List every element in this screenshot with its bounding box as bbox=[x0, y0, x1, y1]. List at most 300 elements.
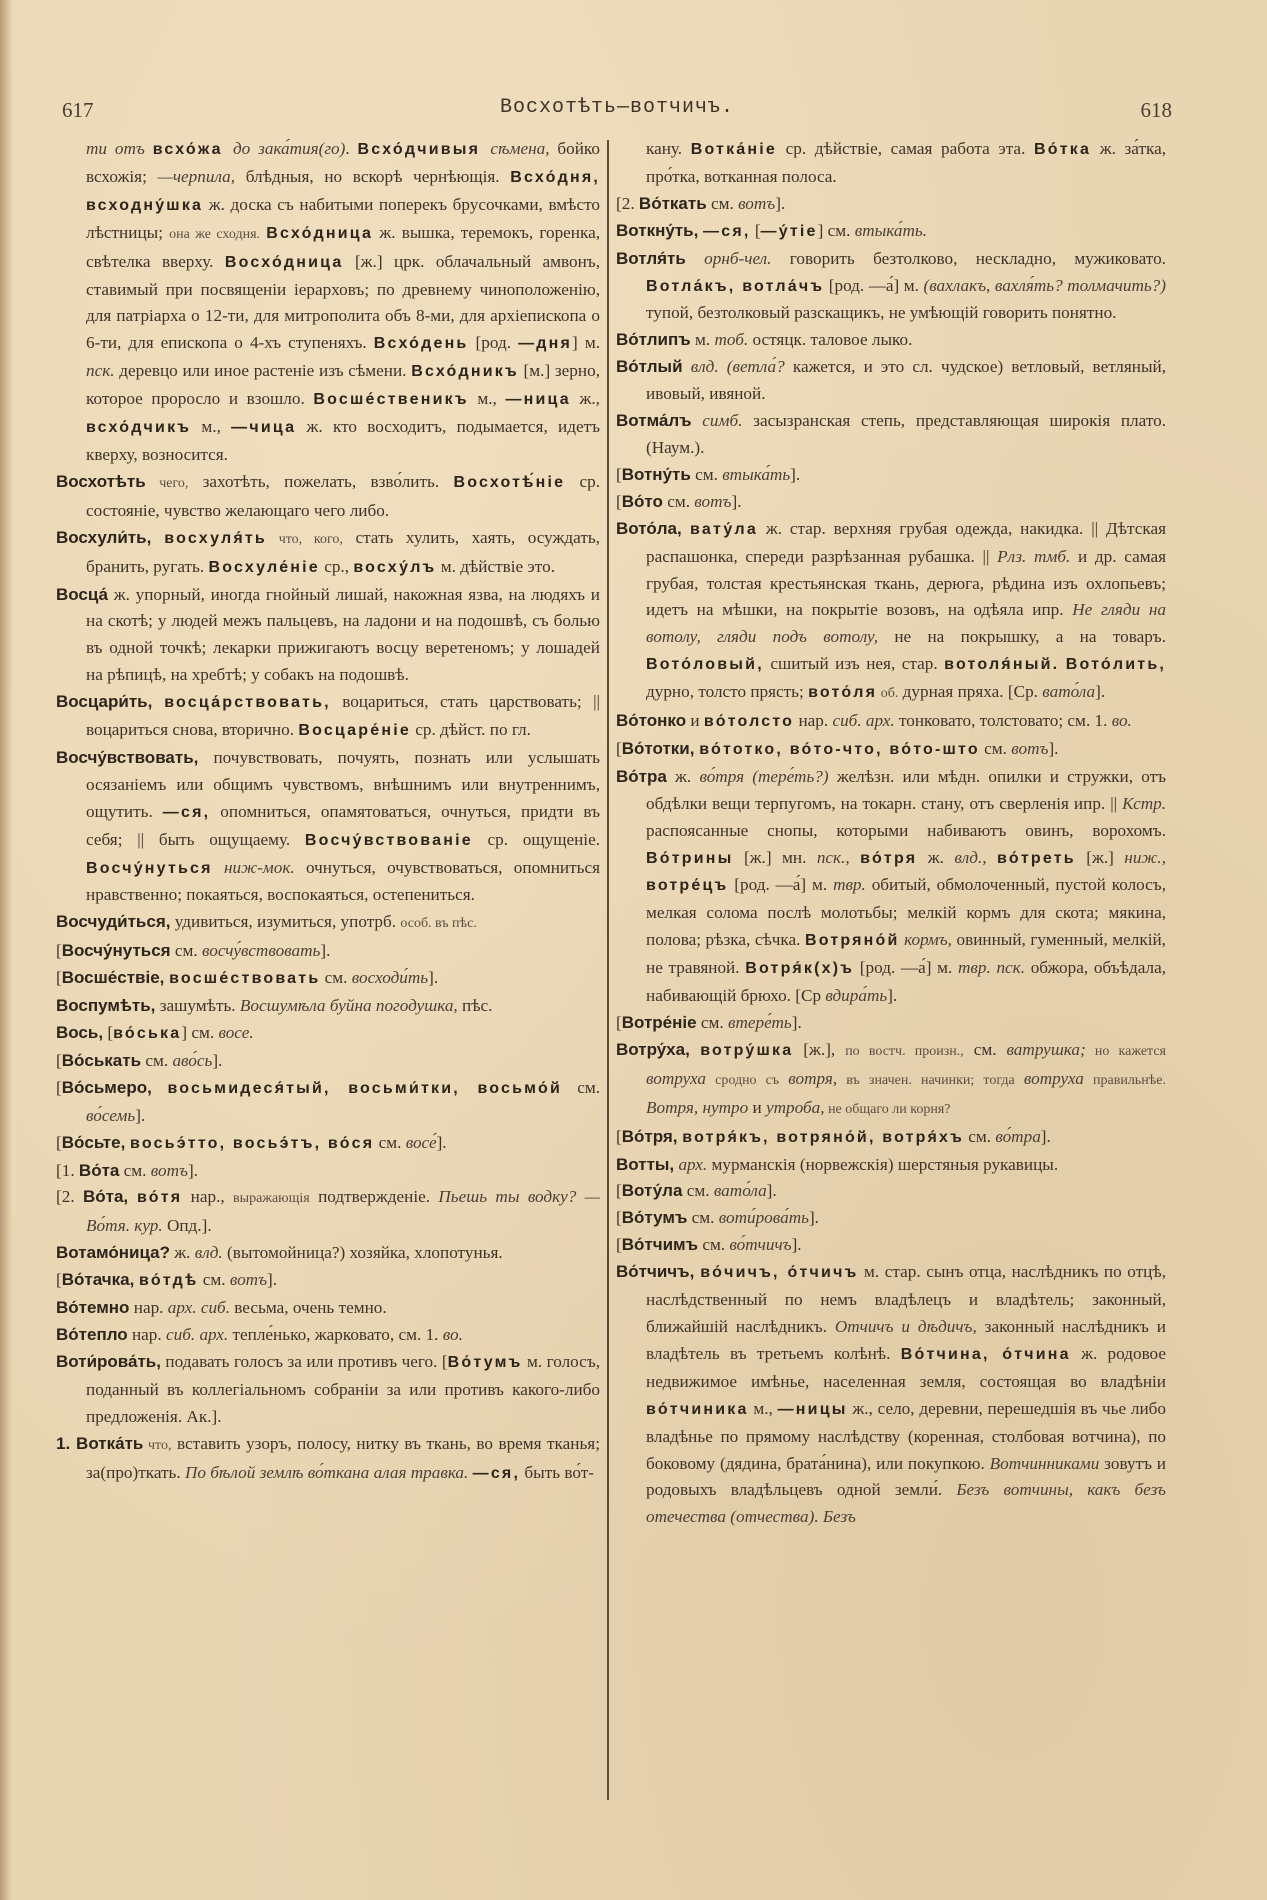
definition-text: ж. родовое недвижимое имѣнье, населенная земля, состоящая во владѣніи bbox=[646, 1343, 1166, 1391]
abbreviation: об. bbox=[877, 686, 899, 702]
headword: Восчу́нуться bbox=[61, 941, 171, 961]
definition-text: [1. bbox=[56, 1160, 79, 1180]
entry-continuation bbox=[616, 136, 1166, 191]
italic-text: влд., bbox=[954, 847, 987, 867]
sub-headword: вото́ля bbox=[808, 684, 878, 702]
definition-text: [ bbox=[750, 220, 761, 240]
abbreviation: но кажется bbox=[1085, 1043, 1166, 1059]
definition-text: обжора, объѣдала, набивающій брюхо. [Ср bbox=[646, 958, 1167, 1006]
definition-text: ]. bbox=[790, 464, 801, 484]
running-head: Восхотѣть—вотчичъ. bbox=[499, 96, 735, 119]
abbreviation: что, кого, bbox=[266, 531, 343, 547]
definition-text: бойко всхожія; bbox=[86, 139, 600, 186]
definition-text: не на покрышку, а на товаръ. bbox=[878, 627, 1166, 647]
abbreviation: что, bbox=[143, 1437, 172, 1453]
definition-text: см. bbox=[320, 968, 352, 988]
definition-text: тупой, безтолковый разскащикъ, не умѣющій говорить понятно. bbox=[646, 303, 1117, 323]
definition-text: ]. bbox=[791, 1013, 802, 1032]
headword: Во́сьте, bbox=[61, 1132, 131, 1152]
italic-text: влд. bbox=[194, 1243, 223, 1263]
italic-text: арх. bbox=[674, 1154, 708, 1174]
dictionary-entry bbox=[56, 909, 600, 938]
definition-text: ]. bbox=[212, 1050, 223, 1070]
definition-text: см. bbox=[682, 1181, 714, 1201]
italic-text: вотъ bbox=[694, 491, 732, 511]
definition-text: ср. ощущеніе. bbox=[472, 829, 600, 849]
definition-text: [ bbox=[616, 464, 622, 484]
sub-headword: Всхо́дня, всходну́шка bbox=[86, 168, 600, 214]
dictionary-entry bbox=[616, 408, 1166, 462]
definition-text: ]. bbox=[1048, 738, 1059, 758]
sub-headword: всхо́дчикъ bbox=[86, 419, 192, 437]
italic-text: во́тря (тере́ть?) bbox=[699, 766, 829, 786]
abbreviation: она же сходня. bbox=[169, 226, 261, 242]
sub-headword: —дня bbox=[518, 335, 573, 353]
dictionary-entry bbox=[56, 689, 600, 745]
sub-headword: восху́лъ bbox=[353, 558, 437, 576]
dictionary-entry bbox=[56, 965, 600, 993]
definition-text: м., bbox=[191, 417, 232, 437]
italic-text: Кстр. bbox=[1122, 793, 1166, 813]
definition-text: вставить узоръ, полосу, нитку въ ткань, во время тканья; за(про)ткать. bbox=[86, 1433, 600, 1482]
definition-text: говорить безтолково, нескладно, мужиковато. bbox=[771, 248, 1166, 268]
definition-text: ж. bbox=[917, 847, 955, 867]
definition-text: мурманскія (норвежскія) шерстяныя рукавицы. bbox=[707, 1154, 1059, 1174]
dictionary-entry bbox=[616, 246, 1166, 328]
definition-text: [ bbox=[616, 1013, 622, 1032]
definition-text: быть во́т- bbox=[520, 1462, 594, 1482]
italic-text: во́тра bbox=[995, 1126, 1041, 1146]
sub-headword: Всхо́дница bbox=[266, 224, 374, 242]
definition-text: очнуться, очувствоваться, опомниться нравственно; покаяться, воспокаяться, остепениться. bbox=[86, 857, 600, 905]
definition-text: кану. bbox=[646, 139, 691, 158]
headword: Во́тумъ bbox=[621, 1208, 688, 1228]
dictionary-entry bbox=[616, 708, 1166, 736]
sub-headword: вату́ла bbox=[690, 520, 758, 538]
sub-headword: Восхуле́ніе bbox=[208, 558, 320, 576]
definition-text: [м.] зерно, которое проросло и взошло. bbox=[86, 361, 600, 409]
italic-text: влд. (ветла́? bbox=[682, 357, 785, 377]
dictionary-entry bbox=[616, 1178, 1166, 1205]
dictionary-entry bbox=[56, 993, 600, 1020]
italic-text: Вотчинниками bbox=[989, 1453, 1100, 1473]
sub-headword: вотря́къ, вотряно́й, вотря́хъ bbox=[682, 1128, 964, 1146]
sub-headword: вотре́цъ bbox=[646, 877, 729, 895]
sub-headword: восше́ствовать bbox=[169, 970, 321, 988]
definition-text: зашумѣть. bbox=[155, 996, 240, 1016]
headword: Восчу́вствовать, bbox=[56, 747, 199, 767]
sub-headword: восца́рствовать, bbox=[164, 694, 331, 712]
definition-text bbox=[987, 848, 997, 867]
definition-text: дурная пряха. [Ср. bbox=[898, 682, 1043, 702]
definition-text: [ bbox=[56, 941, 62, 961]
definition-text: [ bbox=[56, 1132, 62, 1152]
italic-text: Восшумѣла буйна погодушка, bbox=[239, 996, 458, 1016]
sub-headword: Во́тумъ bbox=[447, 1353, 523, 1371]
definition-text: распоясанные снопы, которыми набиваютъ овинъ, ворохомъ. bbox=[646, 820, 1166, 840]
dictionary-entry bbox=[616, 516, 1166, 708]
italic-text: втыка́ть. bbox=[854, 220, 927, 240]
italic-text: ниж., bbox=[1124, 847, 1166, 867]
definition-text: ср. дѣйствіе, самая работа эта. bbox=[777, 139, 1034, 158]
definition-text: (вытомойница?) хозяйка, хлопотунья. bbox=[222, 1243, 503, 1263]
definition-text: см. bbox=[979, 738, 1012, 758]
headword: Восца́ bbox=[56, 584, 109, 604]
italic-text: тоб. bbox=[714, 330, 749, 350]
definition-text: ж. вышка, теремокъ, горенка, свѣтелка вверху. bbox=[86, 222, 601, 271]
definition-text: [ bbox=[103, 1023, 114, 1042]
headword: Вотля́ть bbox=[616, 248, 686, 268]
abbreviation: по востч. произн., bbox=[845, 1043, 964, 1059]
sub-headword: во́тдѣ bbox=[139, 1272, 199, 1290]
sub-headword: восьмидеся́тый, восьми́тки, восьмо́й bbox=[167, 1079, 563, 1097]
headword: Во́тлипъ bbox=[616, 330, 691, 350]
sub-headword: Вото́лить, bbox=[1065, 656, 1166, 674]
definition-text: остяцк. таловое лыко. bbox=[748, 330, 913, 350]
headword: Воти́рова́ть, bbox=[56, 1351, 161, 1371]
sub-headword: Восчу́вствованіе bbox=[304, 831, 473, 849]
page-header bbox=[62, 96, 1172, 124]
dictionary-entry bbox=[56, 1267, 600, 1295]
headword: Во́сьмеро, bbox=[61, 1077, 168, 1097]
italic-text: твр. bbox=[833, 875, 866, 895]
definition-text: [ bbox=[616, 1235, 622, 1255]
headword: Восчуди́ться, bbox=[56, 912, 171, 932]
definition-text: [ж.] мн. bbox=[733, 847, 817, 867]
dictionary-entry bbox=[56, 1158, 600, 1185]
definition-text: обитый, обмолоченный, пустой колосъ, мелкая солома послѣ молотьбы; мелкій кормъ для скота; мякина, полова; рѣзка, сѣчка. bbox=[646, 875, 1166, 950]
headword: Вотты, bbox=[616, 1154, 675, 1174]
dictionary-entry bbox=[616, 1205, 1166, 1232]
dictionary-entry bbox=[616, 764, 1166, 1010]
headword: Во́та, bbox=[82, 1187, 137, 1207]
abbreviation: особ. въ пѣс. bbox=[400, 916, 477, 932]
italic-text: воти́рова́ть bbox=[718, 1208, 809, 1228]
definition-text: опомниться, опамятоваться, очнуться, придти въ себя; || быть ощущаему. bbox=[86, 801, 600, 849]
sub-headword: во́чичъ, о́тчичъ bbox=[700, 1264, 859, 1282]
italic-text: вато́ла bbox=[1042, 682, 1096, 702]
headword: Во́тотки, bbox=[621, 738, 700, 758]
definition-text: ]. bbox=[887, 986, 898, 1006]
sub-headword: —у́тіе bbox=[760, 222, 818, 240]
definition-text: нар. bbox=[127, 1324, 166, 1344]
headword: Вотру́ха, bbox=[616, 1039, 701, 1059]
definition-text: деревцо или иное растеніе изъ сѣмени. bbox=[114, 361, 412, 381]
definition-text: [ bbox=[616, 738, 622, 758]
italic-text: во́семь bbox=[86, 1105, 136, 1125]
headword: Вотамо́ница? bbox=[56, 1243, 170, 1263]
sub-headword: —ницы bbox=[777, 1400, 848, 1418]
definition-text: м. голосъ, поданный въ коллегіальномъ собраніи за или противъ какого-либо предложенія. Ак.]. bbox=[86, 1351, 600, 1426]
sub-headword: Вотря́к(х)ъ bbox=[745, 960, 855, 978]
abbreviation: выражающія bbox=[233, 1191, 310, 1207]
headword: 1. Вотка́ть bbox=[56, 1433, 144, 1453]
headword: Вось, bbox=[56, 1023, 104, 1042]
headword: Во́тря, bbox=[621, 1126, 683, 1146]
dictionary-entry bbox=[616, 327, 1166, 354]
sub-headword: во́тотко, во́то-что, во́то-што bbox=[699, 740, 980, 758]
dictionary-entry bbox=[616, 1259, 1166, 1531]
dictionary-entry bbox=[56, 1431, 600, 1488]
italic-text: восчу́вствовать bbox=[202, 941, 321, 961]
abbreviation: не общаго ли корня? bbox=[824, 1101, 951, 1117]
headword: Во́ськать bbox=[61, 1050, 142, 1070]
italic-text: утроба, bbox=[766, 1097, 825, 1117]
definition-text: ж. bbox=[666, 766, 700, 786]
dictionary-entry bbox=[56, 469, 600, 525]
italic-text: симб. bbox=[691, 411, 743, 431]
definition-text: м., bbox=[468, 389, 506, 409]
italic-text: втере́ть bbox=[728, 1013, 792, 1032]
definition-text: кажется, и это сл. чудское) ветловый, ветляный, ивовый, ивяной. bbox=[646, 357, 1167, 404]
italic-text: вдира́ть bbox=[825, 986, 888, 1006]
definition-text: см. bbox=[374, 1132, 406, 1152]
dictionary-entry bbox=[56, 1184, 600, 1240]
dictionary-entry bbox=[616, 1232, 1166, 1259]
definition-text: дурно, толсто прясть; bbox=[646, 682, 809, 702]
definition-text: нар. bbox=[794, 711, 833, 731]
sub-headword: во́толсто bbox=[703, 713, 795, 731]
italic-text: аво́сь bbox=[172, 1050, 213, 1070]
italic-text: (вахлакъ, вахля́ть? толмачить?) bbox=[923, 275, 1166, 295]
definition-text: см. bbox=[119, 1160, 151, 1180]
dictionary-entry bbox=[616, 218, 1166, 246]
italic-text: во. bbox=[1111, 711, 1132, 731]
sub-headword: вотру́шка bbox=[700, 1041, 794, 1059]
definition-text: ]. bbox=[791, 1235, 802, 1255]
dictionary-entry bbox=[56, 1130, 600, 1158]
definition-text: [ bbox=[56, 1050, 62, 1070]
definition-text: [ bbox=[616, 1181, 622, 1201]
sub-headword: Во́тчина, о́тчина bbox=[900, 1345, 1071, 1363]
definition-text: [ bbox=[616, 491, 622, 511]
headword: Во́тонко bbox=[616, 711, 687, 731]
definition-text: см. bbox=[963, 1126, 996, 1146]
headword: Во́то bbox=[621, 491, 663, 511]
italic-text: орнб-чел. bbox=[685, 248, 772, 268]
sub-headword: Во́трины bbox=[646, 849, 734, 867]
definition-text: [2. bbox=[616, 193, 639, 213]
sub-headword: Восцаре́ніе bbox=[298, 722, 411, 740]
sub-headword: восьэ́тто, восьэ́тъ, во́ся bbox=[130, 1134, 375, 1152]
definition-text: овинный, гуменный, мелкій, не травяной. bbox=[646, 930, 1166, 978]
definition-text: ]. bbox=[1040, 1126, 1051, 1146]
definition-text: см. bbox=[963, 1039, 1007, 1059]
dictionary-entry bbox=[616, 1152, 1166, 1179]
sub-headword: вотоля́ный. bbox=[944, 656, 1060, 674]
definition-text: и bbox=[748, 1097, 767, 1117]
definition-text: [род. —а́] м. bbox=[854, 958, 958, 978]
headword: Во́тчимъ bbox=[621, 1235, 699, 1255]
definition-text: ]. bbox=[428, 968, 439, 988]
italic-text: Не гляди на вотолу, гляди подъ вотолу, bbox=[646, 600, 1166, 647]
headword: Во́темно bbox=[56, 1298, 130, 1318]
sub-headword: Вотла́къ, вотла́чъ bbox=[646, 277, 825, 295]
sub-headword: Восхо́дница bbox=[224, 253, 344, 271]
italic-text: арх. сиб. bbox=[167, 1298, 230, 1318]
sub-headword: во́тря bbox=[860, 849, 918, 867]
definition-text: ж. стар. верхняя грубая одежда, накидка. || Дѣтская распашонка, спереди разрѣзанная рубашка. || bbox=[646, 518, 1166, 566]
headword: Во́тра bbox=[616, 766, 667, 786]
definition-text: [ bbox=[616, 1208, 622, 1228]
headword: Вотну́ть bbox=[621, 464, 691, 484]
italic-text: восе. bbox=[218, 1023, 254, 1042]
definition-text: см. bbox=[198, 1270, 230, 1290]
definition-text: [род. —а́] м. bbox=[728, 875, 834, 895]
definition-text: подавать голосъ за или противъ чего. [ bbox=[160, 1351, 448, 1371]
dictionary-entry bbox=[56, 525, 600, 582]
sub-headword: —ся, bbox=[703, 222, 751, 240]
headword: Вотре́ніе bbox=[621, 1013, 697, 1032]
page-number-right: 618 bbox=[1140, 98, 1172, 122]
definition-text: ж., село, деревни, перешедшія въ чье либо владѣнье по прямому наслѣдству (коренная, столбовая вотчина), по боковому (дядина, брата́нина), или покупкою. bbox=[646, 1398, 1166, 1473]
dictionary-entry bbox=[56, 1075, 600, 1130]
italic-text: Пьешь ты водку? — Во́тя. кур. bbox=[86, 1187, 601, 1236]
definition-text: см. bbox=[687, 1208, 719, 1228]
sub-headword: всхо́жа bbox=[152, 141, 233, 158]
definition-text: ]. bbox=[731, 491, 742, 511]
definition-text: ж. доска съ набитыми поперекъ брусочками, вмѣсто лѣстницы; bbox=[86, 194, 600, 242]
definition-text: ср. состояніе, чувство желающаго чего либо. bbox=[86, 471, 601, 520]
definition-text: [ж.] црк. облачальный амвонъ, ставимый при посвященіи іерарховъ; по древнему чиноположенію, для патріарха о 12-ти, для митрополита объ 8-ми, для архіепископа о 6-ти, для епископа о 4-хъ ступеняхъ. bbox=[86, 251, 600, 353]
italic-text: Отчичъ и дѣдичъ, bbox=[834, 1316, 977, 1336]
dictionary-entry bbox=[616, 462, 1166, 489]
definition-text: ] м. bbox=[572, 333, 600, 353]
italic-text: сѣмена, bbox=[490, 139, 550, 158]
italic-text: втыка́ть bbox=[722, 464, 791, 484]
definition-text: сшитый изъ нея, стар. bbox=[763, 654, 945, 674]
italic-text: до зака́тия(го) bbox=[232, 139, 346, 158]
italic-text: Рлз. тмб. bbox=[997, 546, 1071, 566]
dictionary-entry bbox=[616, 1037, 1166, 1124]
sub-headword: Восше́ственикъ bbox=[313, 391, 469, 409]
italic-text: пск., bbox=[816, 847, 850, 867]
headword: Во́ткать bbox=[638, 193, 707, 213]
italic-text: вотъ bbox=[229, 1270, 268, 1290]
dictionary-entry bbox=[616, 1124, 1166, 1152]
sub-headword: Восхотѣ́ніе bbox=[453, 473, 566, 491]
italic-text: во́тчичъ bbox=[729, 1235, 792, 1255]
italic-text: сиб. арх. bbox=[165, 1324, 229, 1344]
definition-text: м. стар. сынъ отца, наслѣдникъ по отцѣ, наслѣдственный по немъ владѣлецъ и владѣтель; законный, ближайшій наслѣдникъ. bbox=[646, 1262, 1166, 1336]
definition-text: см. bbox=[698, 1235, 730, 1255]
definition-text: тонковато, толстовато; см. 1. bbox=[894, 711, 1112, 731]
definition-text: засызранская степь, представляющая широкія плато. (Наум.). bbox=[646, 411, 1166, 457]
definition-text: ]. bbox=[436, 1132, 447, 1152]
definition-text: весьма, очень темно. bbox=[230, 1298, 387, 1318]
definition-text: м., bbox=[748, 1398, 778, 1418]
definition-text: воцариться, стать царствовать; || воцариться снова, вторично. bbox=[86, 692, 600, 740]
definition-text: [2. bbox=[56, 1187, 83, 1207]
definition-text: блѣдныя, но вскорѣ чернѣющія. bbox=[235, 166, 511, 186]
definition-text: ]. bbox=[808, 1208, 819, 1228]
definition-text: см. bbox=[706, 193, 739, 213]
headword: Воткну́ть, bbox=[616, 220, 704, 240]
book-spine-shadow bbox=[0, 0, 12, 1900]
definition-text: ]. bbox=[775, 193, 786, 213]
definition-text: ж. за́тка, про́тка, вотканная полоса. bbox=[646, 139, 1167, 186]
definition-text: ]. bbox=[187, 1160, 198, 1180]
definition-text: ж. кто восходитъ, подымается, идетъ кверху, возносится. bbox=[86, 417, 600, 464]
definition-text: [ bbox=[616, 1126, 622, 1146]
headword: Во́та bbox=[78, 1160, 120, 1180]
definition-text: ]. bbox=[766, 1181, 777, 1201]
sub-headword: Всхо́день bbox=[373, 335, 469, 353]
definition-text: ]. bbox=[1095, 682, 1106, 702]
definition-text: см. bbox=[690, 464, 723, 484]
definition-text: нар., bbox=[182, 1187, 234, 1207]
dictionary-entry bbox=[56, 582, 600, 690]
headword: Восцари́ть, bbox=[56, 692, 165, 712]
italic-text: кормъ, bbox=[899, 930, 952, 950]
definition-text: ж. упорный, иногда гнойный лишай, накожная язва, на людяхъ и на скотѣ; у людей межъ пальцевъ, на ладони и на подошвѣ, съ болью въ одной точкѣ; лекарки прижигаютъ восцу веретеномъ; у лошадей на рѣпицѣ, на хребтѣ; у собакъ на подошвѣ. bbox=[86, 584, 600, 685]
definition-text: ср. дѣйст. по гл. bbox=[410, 720, 531, 740]
sub-headword: Всхо́дникъ bbox=[411, 363, 519, 381]
definition-text: ] см. bbox=[181, 1023, 219, 1042]
dictionary-entry bbox=[56, 745, 600, 909]
definition-text: [ж.], bbox=[793, 1039, 846, 1059]
abbreviation: въ значен. начинки; тогда bbox=[837, 1072, 1024, 1088]
italic-text: вотъ bbox=[1011, 738, 1049, 758]
sub-headword: —ся, bbox=[162, 803, 211, 821]
italic-text: восе́ bbox=[405, 1132, 437, 1152]
definition-text: законный наслѣдникъ и владѣтель въ третьемъ колѣнѣ. bbox=[646, 1316, 1166, 1363]
definition-text: ]. bbox=[135, 1105, 146, 1125]
dictionary-entry bbox=[56, 1322, 600, 1349]
headword: Во́тепло bbox=[56, 1324, 128, 1344]
italic-text: По бѣлой землѣ во́ткана алая травка. bbox=[184, 1462, 469, 1482]
headword: Вото́ла, bbox=[616, 518, 691, 538]
dictionary-entry bbox=[56, 1048, 600, 1075]
sub-headword: —ся, bbox=[472, 1464, 521, 1482]
definition-text: м. дѣйствіе это. bbox=[436, 556, 555, 576]
italic-text: вотъ bbox=[738, 193, 776, 213]
dictionary-entry bbox=[616, 736, 1166, 764]
definition-text: ж. bbox=[169, 1243, 195, 1263]
dictionary-entry bbox=[616, 191, 1166, 218]
definition-text: стать хулить, хаять, осуждать, бранить, ругать. bbox=[86, 527, 600, 576]
definition-text: и bbox=[686, 711, 704, 731]
definition-text: и др. самая грубая, толстая крестьянская ткань, дерюга, рѣдина изъ охлопьевъ; идетъ на мѣшки, на покрытіе возовъ, на одѣяла ипр. bbox=[646, 546, 1167, 620]
headword: Вотма́лъ bbox=[616, 411, 692, 431]
abbreviation: сродно съ bbox=[706, 1072, 789, 1088]
italic-text: вотруха bbox=[1023, 1068, 1084, 1088]
sub-headword: —ница bbox=[505, 391, 571, 409]
italic-text: вотря, bbox=[788, 1068, 838, 1088]
definition-text: [род. bbox=[468, 333, 519, 353]
definition-text: ] см. bbox=[817, 220, 855, 240]
italic-text: вотруха bbox=[646, 1068, 707, 1088]
headword: Во́тачка, bbox=[61, 1270, 140, 1290]
dictionary-entry bbox=[616, 489, 1166, 516]
dictionary-entry bbox=[616, 354, 1166, 408]
sub-headword: во́тчиника bbox=[646, 1400, 749, 1418]
definition-text: см. bbox=[141, 1050, 173, 1070]
sub-headword: Вотка́ніе bbox=[690, 141, 777, 158]
italic-text: пск. bbox=[86, 361, 115, 381]
italic-text: твр. пск. bbox=[958, 958, 1026, 978]
italic-text: ниж-мок. bbox=[212, 857, 295, 877]
headword: Воспумѣть, bbox=[56, 996, 156, 1016]
sub-headword: Вото́ловый, bbox=[646, 656, 764, 674]
definition-text: [род. —а́] м. bbox=[824, 275, 924, 295]
sub-headword: —чица bbox=[231, 419, 297, 437]
italic-text: ти отъ bbox=[86, 139, 153, 158]
dictionary-entry bbox=[56, 1295, 600, 1322]
definition-text: см. bbox=[662, 491, 695, 511]
italic-text: восходи́ть bbox=[351, 968, 429, 988]
dictionary-entry bbox=[616, 1010, 1166, 1037]
